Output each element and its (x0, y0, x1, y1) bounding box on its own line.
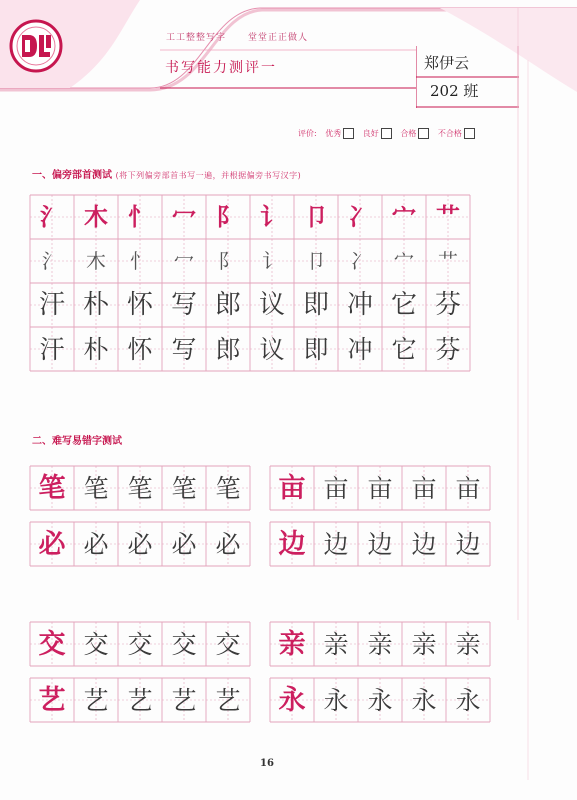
radical-written: 阝 (218, 249, 238, 273)
character-example: 芬 (434, 290, 461, 320)
slogan-left: 工工整整写字 (166, 33, 227, 43)
copied-character: 边 (455, 529, 481, 559)
character-written: 郎 (215, 334, 241, 364)
copied-character: 必 (127, 529, 153, 559)
copied-character: 艺 (127, 685, 153, 715)
section1-heading: 一、偏旁部首测试 (32, 170, 112, 181)
character-example: 即 (302, 290, 329, 320)
radical-model: 冫 (348, 203, 372, 231)
radical-written: 宀 (394, 249, 414, 273)
copied-character: 笔 (171, 473, 197, 503)
copied-character: 笔 (127, 473, 153, 503)
copied-character: 必 (83, 529, 109, 559)
radical-model: 宀 (392, 203, 416, 231)
radical-written: 冖 (174, 249, 194, 273)
grade-label-excellent: 优秀 (325, 129, 342, 138)
copied-character: 边 (323, 529, 349, 559)
copied-character: 艺 (83, 685, 109, 715)
model-character: 边 (278, 528, 306, 560)
copied-character: 永 (367, 685, 393, 715)
character-written: 芬 (435, 334, 461, 364)
character-written: 冲 (347, 334, 373, 364)
copied-character: 亲 (411, 629, 437, 659)
character-written: 它 (391, 334, 417, 364)
copied-character: 亲 (455, 629, 481, 659)
copied-character: 亩 (411, 473, 437, 503)
character-example: 郎 (214, 290, 241, 320)
radical-model: 卩 (304, 203, 328, 231)
radical-written: 忄 (130, 249, 150, 273)
radical-model: 阝 (216, 203, 240, 231)
model-character: 永 (278, 684, 306, 716)
character-written: 汗 (39, 334, 65, 364)
grade-label-pass: 合格 (400, 129, 417, 138)
radical-model: 冖 (172, 203, 196, 231)
copied-character: 边 (411, 529, 437, 559)
character-example: 朴 (82, 290, 109, 320)
copied-character: 交 (127, 629, 153, 659)
copied-character: 亩 (455, 473, 481, 503)
grade-label-fail: 不合格 (437, 129, 462, 138)
character-example: 它 (390, 290, 417, 320)
character-example: 冲 (346, 290, 373, 320)
page-title: 书写能力测评一 (165, 60, 277, 76)
character-written: 写 (171, 334, 197, 364)
section2-title: 二、难写易错字测试 (32, 436, 122, 447)
radical-model: 艹 (436, 203, 460, 231)
copied-character: 艺 (215, 685, 241, 715)
slogan-right: 堂堂正正做人 (248, 33, 309, 43)
character-example: 议 (258, 290, 285, 320)
character-example: 汗 (38, 290, 65, 320)
character-written: 怀 (127, 334, 153, 364)
section1-instruction: (将下列偏旁部首书写一遍，并根据偏旁书写汉字) (115, 171, 302, 180)
model-character: 笔 (38, 472, 66, 504)
radical-model: 忄 (128, 203, 152, 231)
copied-character: 亩 (323, 473, 349, 503)
model-character: 艺 (38, 684, 66, 716)
copied-character: 亲 (323, 629, 349, 659)
model-character: 亲 (278, 628, 306, 660)
copied-character: 边 (367, 529, 393, 559)
model-character: 亩 (278, 472, 306, 504)
radical-written: 讠 (262, 249, 282, 273)
model-character: 交 (38, 628, 66, 660)
copied-character: 永 (411, 685, 437, 715)
radical-model: 氵 (40, 203, 64, 231)
character-written: 即 (303, 334, 329, 364)
page-number: 16 (260, 758, 274, 769)
copied-character: 永 (455, 685, 481, 715)
character-example: 怀 (126, 290, 153, 320)
copied-character: 艺 (171, 685, 197, 715)
copied-character: 亩 (367, 473, 393, 503)
character-example: 写 (170, 290, 197, 320)
copied-character: 永 (323, 685, 349, 715)
radical-model: 讠 (260, 203, 284, 231)
copied-character: 亲 (367, 629, 393, 659)
copied-character: 笔 (83, 473, 109, 503)
grading-label: 评价: (298, 129, 317, 138)
student-class: 202 班 (430, 82, 479, 100)
radical-model: 木 (84, 203, 108, 231)
copied-character: 必 (171, 529, 197, 559)
radical-written: 木 (86, 249, 106, 273)
copied-character: 交 (83, 629, 109, 659)
model-character: 必 (38, 528, 66, 560)
copied-character: 交 (215, 629, 241, 659)
copied-character: 笔 (215, 473, 241, 503)
radical-written: 氵 (42, 249, 62, 273)
radical-written: 卩 (306, 249, 326, 273)
grade-label-good: 良好 (362, 129, 379, 138)
character-written: 朴 (83, 334, 109, 364)
copied-character: 交 (171, 629, 197, 659)
radical-written: 冫 (350, 249, 370, 273)
student-name: 郑伊云 (424, 54, 470, 72)
copied-character: 必 (215, 529, 241, 559)
character-written: 议 (259, 334, 285, 364)
radical-written: 艹 (438, 249, 458, 273)
